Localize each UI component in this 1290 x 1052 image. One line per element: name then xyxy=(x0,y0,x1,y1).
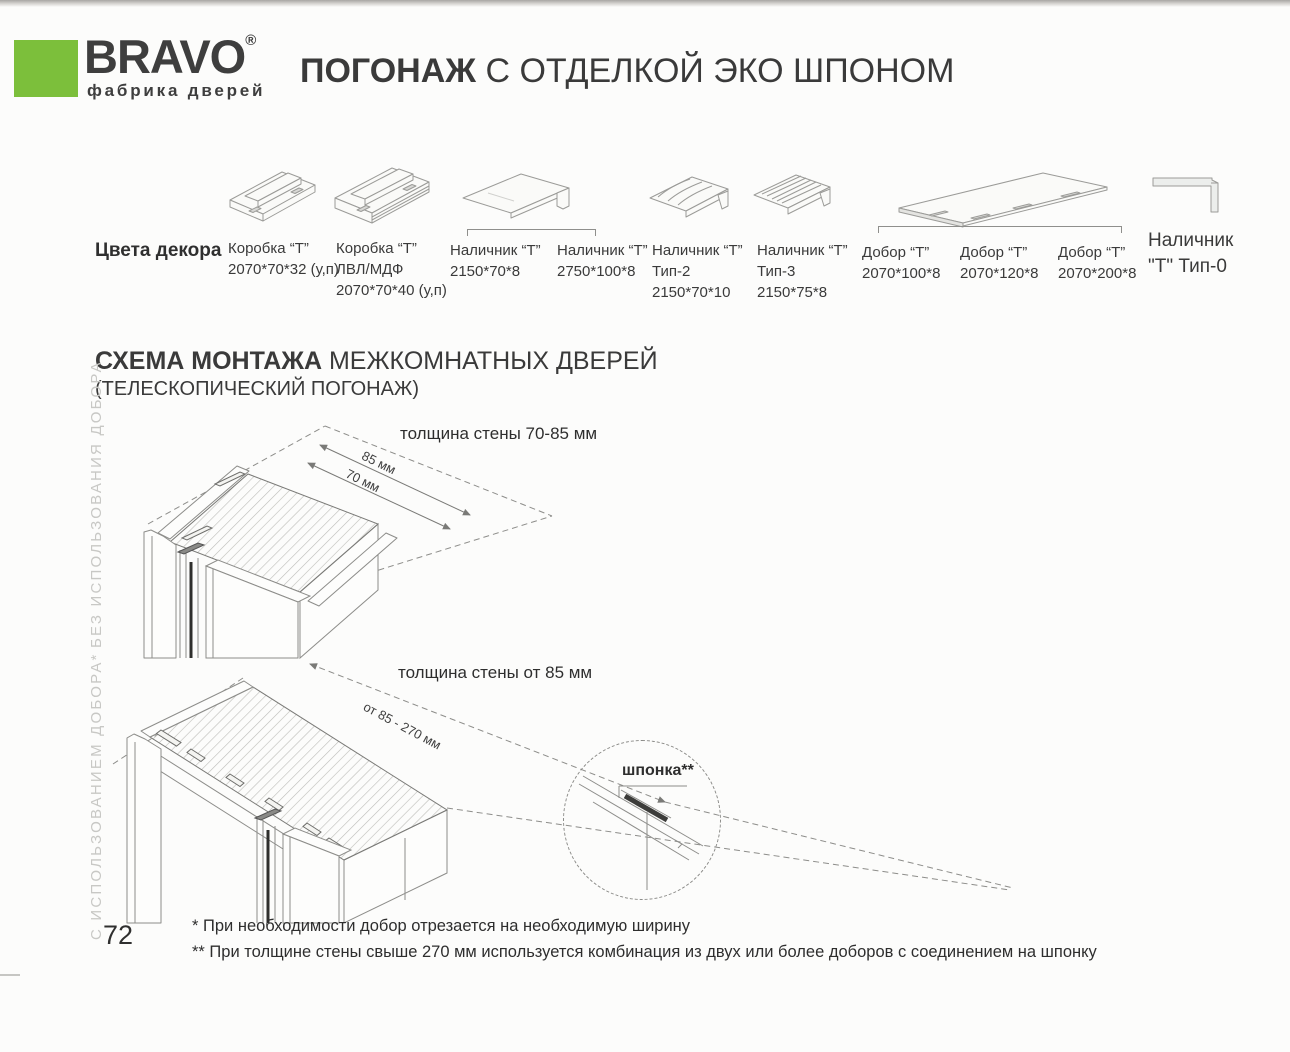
product-label-line: "Т" Тип-0 xyxy=(1148,256,1227,277)
product-label-line: 2070*70*32 (у,п) xyxy=(228,261,339,278)
product-label-line: Наличник “Т” xyxy=(450,242,541,259)
product-label-line: Наличник “Т” xyxy=(757,242,848,259)
diagram-no-dobor xyxy=(120,412,590,660)
product-label-korobka-t xyxy=(228,238,339,280)
side-label-with-dobor: С ИСПОЛЬЗОВАНИЕМ ДОБОРА* xyxy=(88,652,105,940)
scheme-heading-bold: СХЕМА МОНТАЖА xyxy=(95,347,323,375)
page-title-rest: С ОТДЕЛКОЙ ЭКО ШПОНОМ xyxy=(476,52,955,90)
dim-70mm-label: 70 мм xyxy=(343,466,383,496)
product-label-line: Коробка “Т” xyxy=(336,240,417,257)
product-label-line: 2150*70*10 xyxy=(652,284,731,301)
product-label-nalichnik-2750 xyxy=(557,240,648,282)
product-label-nalichnik-tip2 xyxy=(652,240,743,303)
brand-text: BRAVO xyxy=(84,30,246,83)
scan-artifact xyxy=(0,974,20,976)
page-number: 72 xyxy=(103,920,134,950)
product-label-line: Коробка “Т” xyxy=(228,240,309,257)
dim-85-270mm-label: от 85 - 270 мм xyxy=(360,699,444,753)
product-label-line: Наличник xyxy=(1148,230,1234,251)
scheme-subheading: (ТЕЛЕСКОПИЧЕСКИЙ ПОГОНАЖ) xyxy=(95,378,420,400)
product-label-line: 2070*200*8 xyxy=(1058,265,1137,282)
scan-edge-top xyxy=(0,0,1290,7)
brand-logo-square xyxy=(14,40,78,97)
product-label-line: Добор “Т” xyxy=(960,244,1028,261)
footnote-2: ** При толщине стены свыше 270 мм используется комбинация из двух или более доборов с соединением на шпонку xyxy=(192,943,1097,961)
scheme-heading xyxy=(95,347,658,376)
page-title xyxy=(300,52,954,91)
product-label-line: 2150*70*8 xyxy=(450,263,521,280)
product-label-line: Наличник “Т” xyxy=(557,242,648,259)
product-label-line: 2150*75*8 xyxy=(757,284,828,301)
product-label-nalichnik-tip0 xyxy=(1148,228,1233,280)
dobor-group-bracket xyxy=(878,226,1122,233)
product-label-line: 2070*100*8 xyxy=(862,265,941,282)
korobka-lvl-profile-icon xyxy=(330,158,435,236)
product-label-line: 2070*120*8 xyxy=(960,265,1039,282)
product-label-dobor-120 xyxy=(960,242,1038,284)
side-label-no-dobor: БЕЗ ИСПОЛЬЗОВАНИЯ ДОБОРА xyxy=(88,360,105,648)
nalichnik-tip2-profile-icon xyxy=(646,170,734,228)
product-label-line: Добор “Т” xyxy=(862,244,930,261)
brand-name xyxy=(84,30,257,83)
nalichnik-t-profile-icon xyxy=(458,168,576,226)
product-label-line: Наличник “Т” xyxy=(652,242,743,259)
product-label-nalichnik-tip3 xyxy=(757,240,848,303)
product-label-line: Тип-3 xyxy=(757,263,796,280)
product-label-line: Тип-2 xyxy=(652,263,691,280)
product-label-line: 2750*100*8 xyxy=(557,263,636,280)
scheme-heading-rest: МЕЖКОМНАТНЫХ ДВЕРЕЙ xyxy=(322,347,658,375)
product-label-dobor-100 xyxy=(862,242,940,284)
product-label-nalichnik-2150 xyxy=(450,240,541,282)
registered-mark: ® xyxy=(245,32,257,49)
dobor-profile-icon xyxy=(893,166,1113,230)
decor-colors-label: Цвета декора xyxy=(95,240,222,261)
footnote-1: * При необходимости добор отрезается на необходимую ширину xyxy=(192,917,691,935)
nalichnik-group-bracket xyxy=(467,229,596,236)
wall-thickness-label-2: толщина стены от 85 мм xyxy=(398,663,593,682)
page-title-bold: ПОГОНАЖ xyxy=(300,52,476,90)
dim-85mm-label: 85 мм xyxy=(359,448,399,478)
wall-thickness-label-1: толщина стены 70-85 мм xyxy=(400,424,598,443)
product-label-line: Добор “Т” xyxy=(1058,244,1126,261)
product-label-line: ЛВЛ/МДФ xyxy=(336,261,404,278)
product-label-dobor-200 xyxy=(1058,242,1136,284)
korobka-t-profile-icon xyxy=(225,163,320,235)
brand-tagline: фабрика дверей xyxy=(87,81,266,100)
shponka-label: шпонка** xyxy=(622,762,694,779)
product-label-line: 2070*70*40 (у,п) xyxy=(336,282,447,299)
nalichnik-tip3-profile-icon xyxy=(750,168,836,226)
nalichnik-tip0-profile-icon xyxy=(1150,170,1224,218)
product-label-korobka-lvl xyxy=(336,238,447,301)
